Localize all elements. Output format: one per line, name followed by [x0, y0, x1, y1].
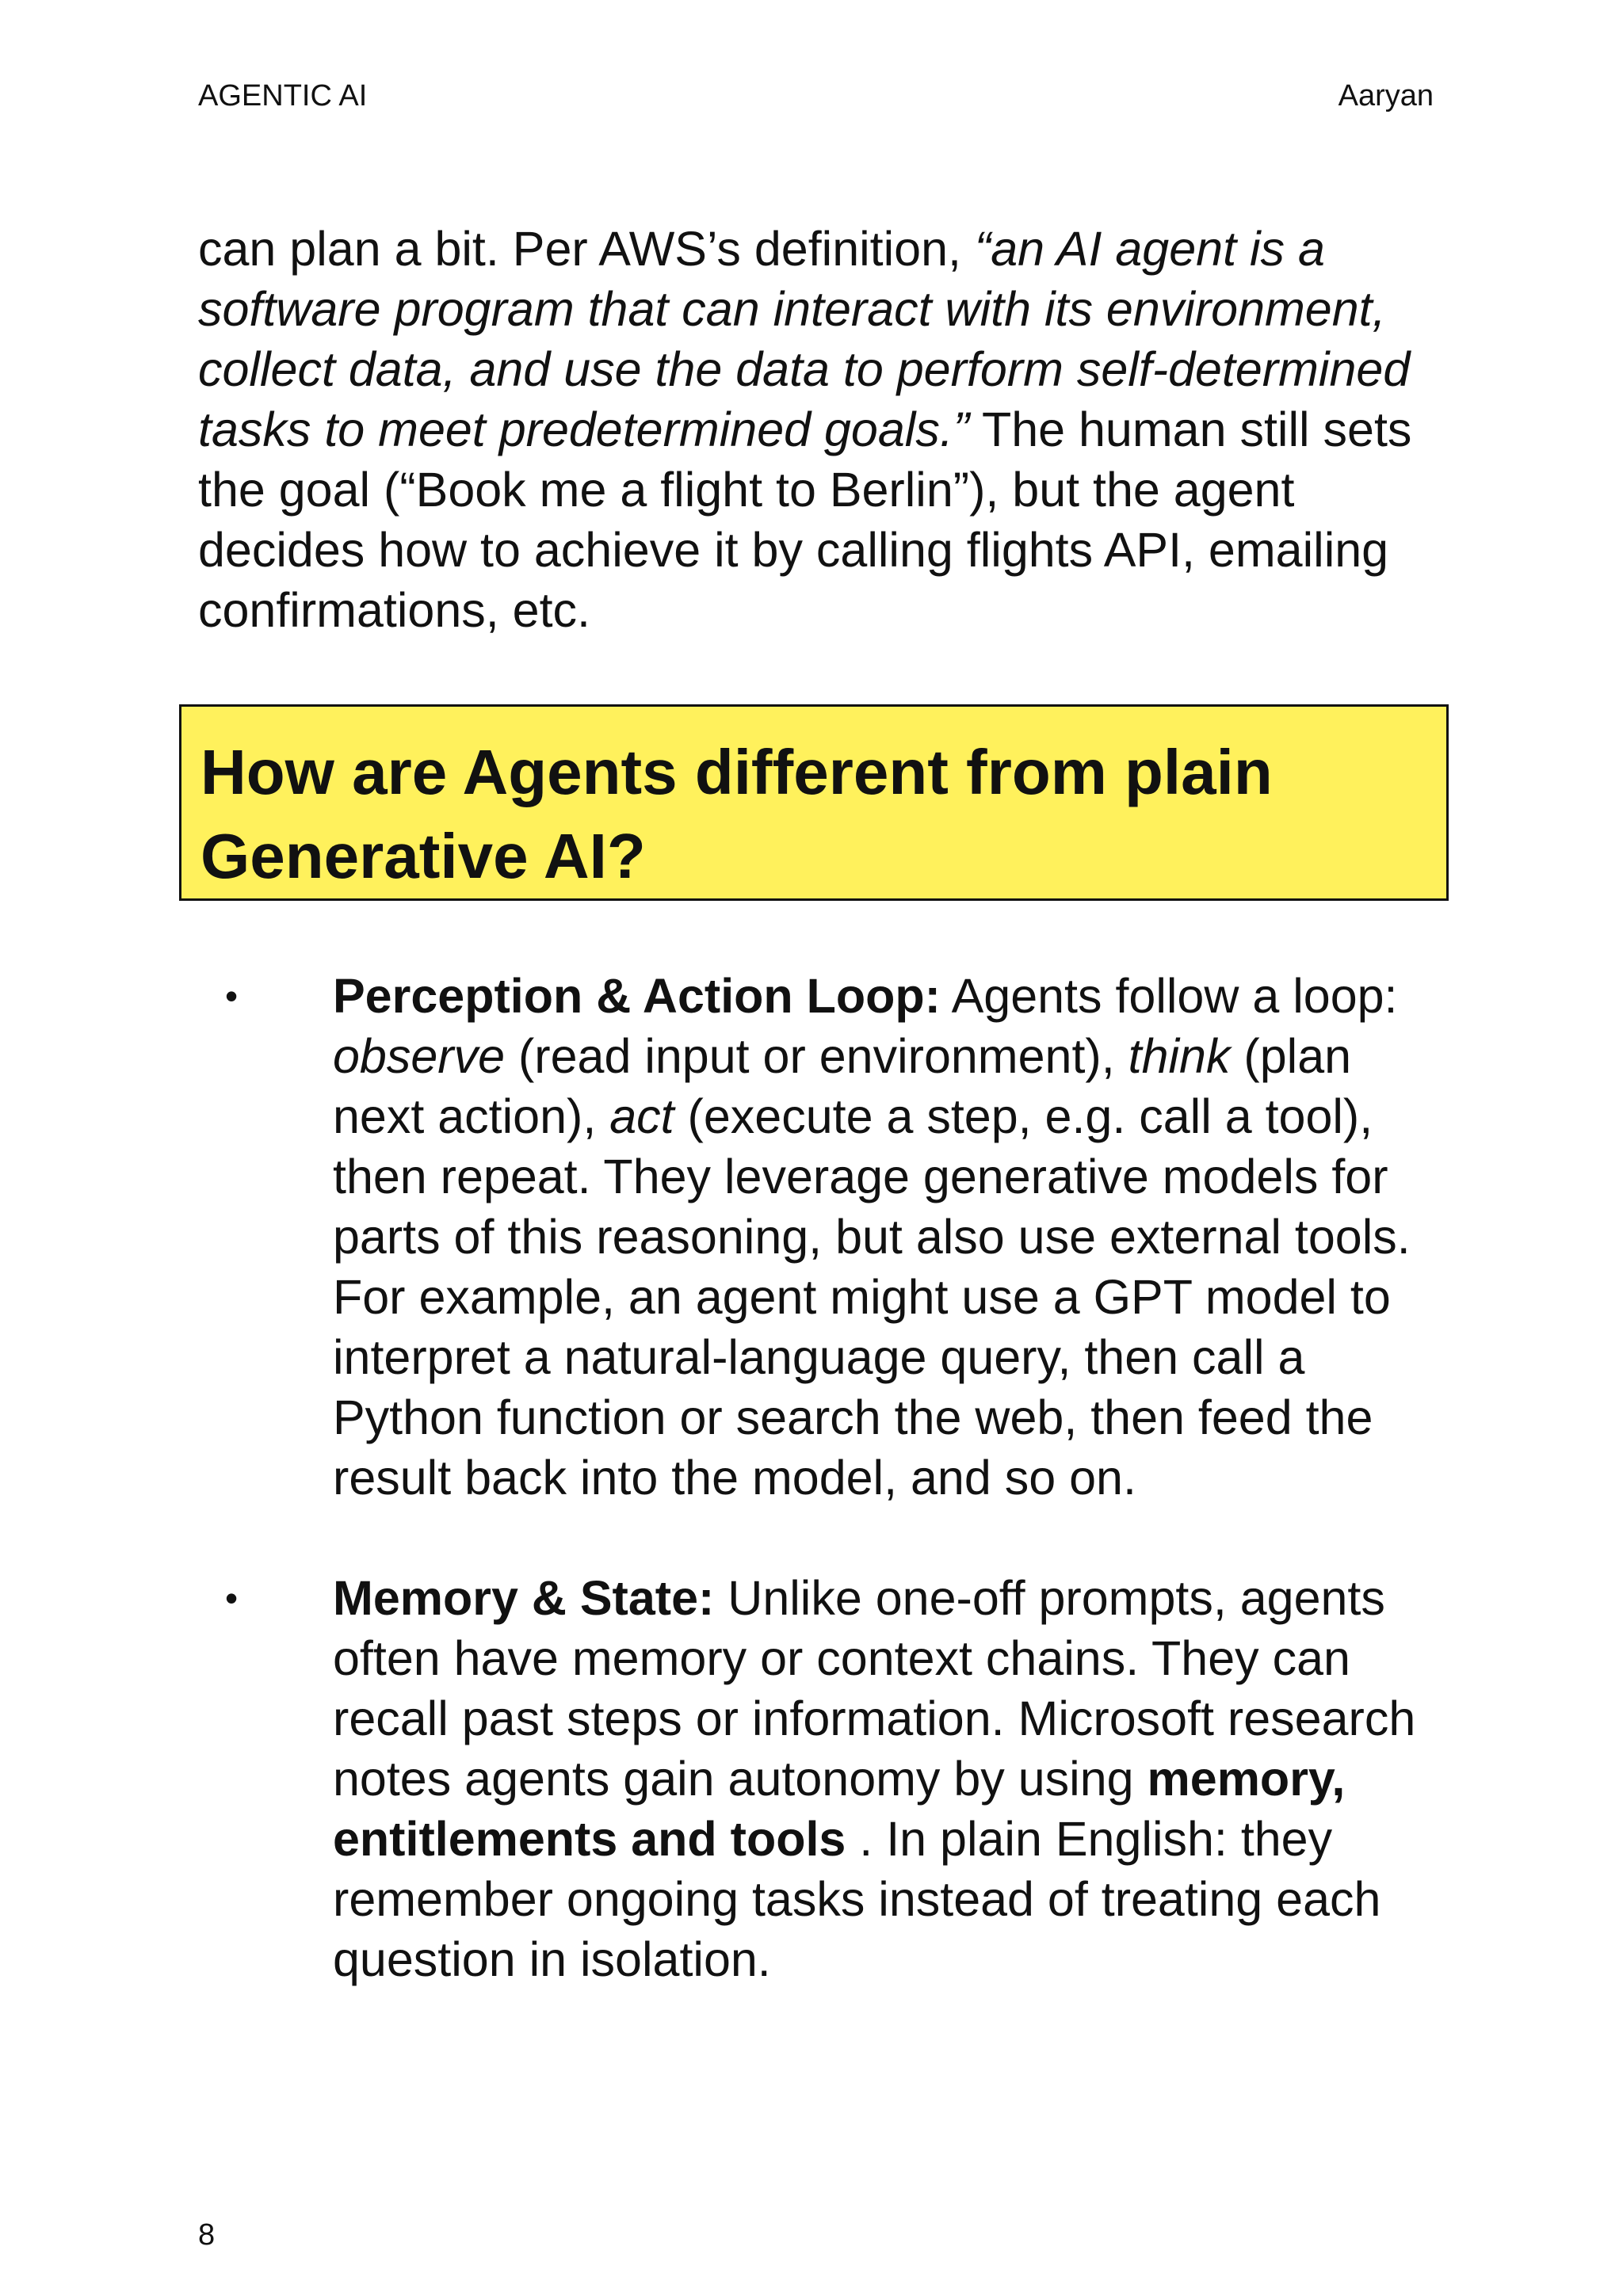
bullet-text-segment: (read input or environment), — [505, 1029, 1128, 1083]
bullet-emphasis-act: act — [609, 1089, 674, 1143]
running-header-title: AGENTIC AI — [198, 79, 368, 113]
section-heading: How are Agents different from plain Generative AI? — [200, 737, 1273, 891]
bullet-title: Perception & Action Loop: — [333, 969, 941, 1023]
bullet-emphasis-think: think — [1128, 1029, 1231, 1083]
bullet-title: Memory & State: — [333, 1571, 715, 1625]
bullet-text-segment: (execute a step, e.g. call a tool), then repeat. They leverage generative models for parts of this reasoning, but also use external tools. For example, an agent might use a GPT model to interpret a natural-language query, then call a Python function or search the web, then feed the result back into the model, and so on. — [333, 1089, 1411, 1505]
bullet-emphasis-observe: observe — [333, 1029, 506, 1083]
aws-definition-quote: “an AI agent is a software program that can interact with its environment, collect data, and use the data to perform self-determined tasks to meet predetermined goals.” — [198, 222, 1411, 456]
intro-text-start: can plan a bit. Per AWS’s definition, — [198, 222, 975, 276]
bullet-bold-phrase: memory, entitlements and tools — [333, 1752, 1346, 1866]
bullet-marker: • — [225, 975, 239, 1016]
bullet-item-memory-state — [222, 1568, 1442, 1989]
section-heading-box — [179, 704, 1449, 901]
bullet-item-perception-action-loop — [222, 966, 1442, 1508]
intro-paragraph — [198, 219, 1466, 640]
running-header-author: Aaryan — [1338, 79, 1434, 113]
bullet-list — [222, 966, 1442, 2050]
page-number: 8 — [198, 2218, 216, 2252]
bullet-text-segment: . In plain English: they remember ongoing tasks instead of treating each question in isolation. — [333, 1812, 1381, 1986]
bullet-text — [333, 1568, 1442, 1989]
bullet-text-segment: Agents follow a loop: — [941, 969, 1398, 1023]
bullet-text-segment: Unlike one-off prompts, agents often have memory or context chains. They can recall past steps or information. Microsoft research notes agents gain autonomy by using — [333, 1571, 1416, 1806]
bullet-text-segment: (plan next action), — [333, 1029, 1352, 1143]
intro-text-end: The human still sets the goal (“Book me a flight to Berlin”), but the agent decides how to achieve it by calling flights API, emailing confirmations, etc. — [198, 402, 1412, 637]
bullet-text — [333, 966, 1442, 1508]
bullet-marker: • — [225, 1577, 239, 1619]
